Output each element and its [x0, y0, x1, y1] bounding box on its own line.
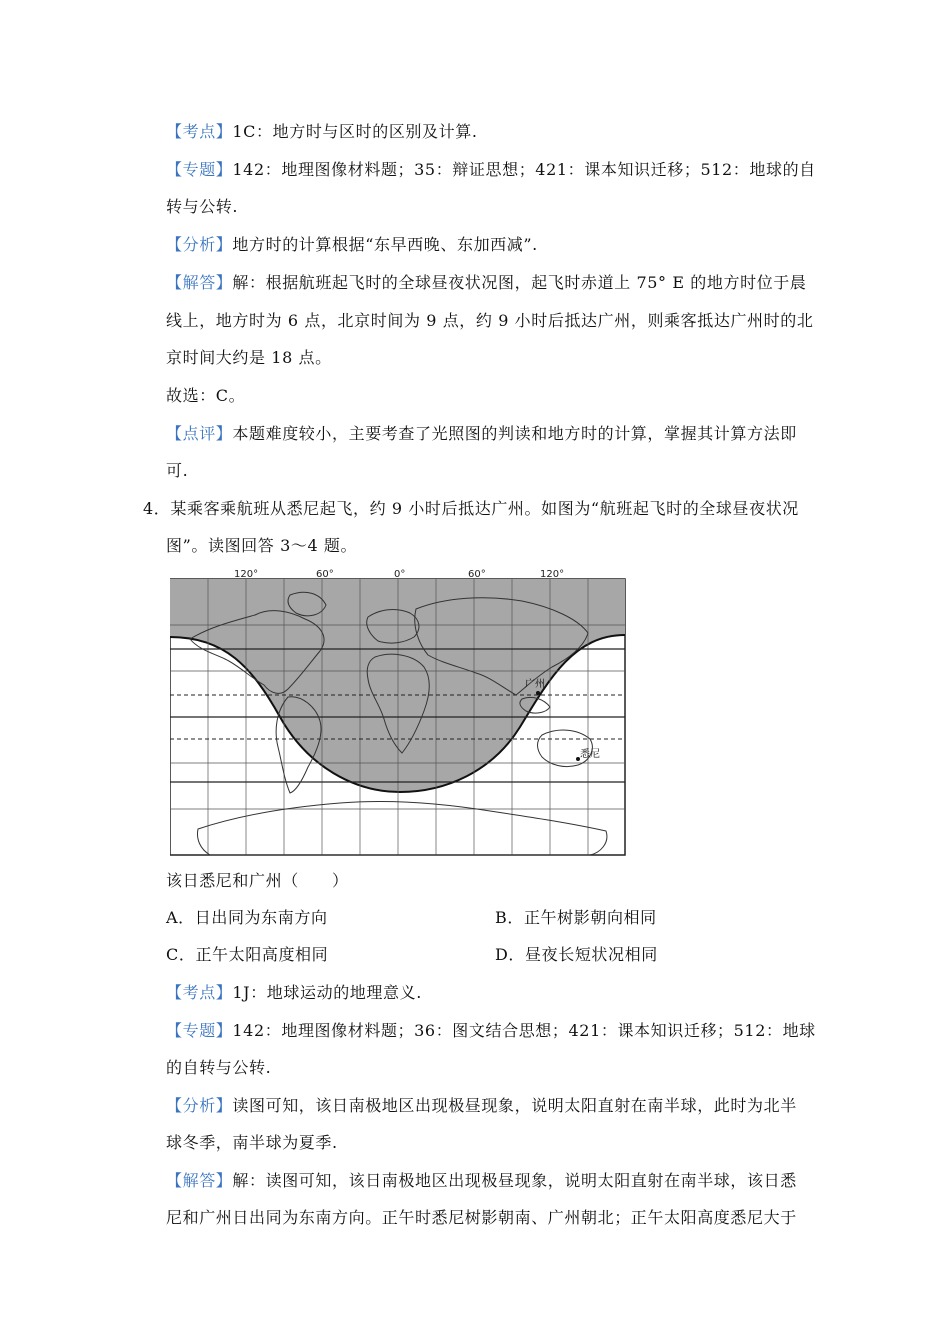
lon-label-4: 60°	[468, 569, 486, 580]
q3-answer: 故选：C。	[166, 386, 246, 405]
q4-zhuanti	[166, 1020, 816, 1042]
q4-fenxi-cont: 球冬季，南半球为夏季.	[166, 1133, 338, 1152]
tag-fenxi: 【分析】	[166, 235, 233, 254]
lon-label-2: 60°	[316, 569, 334, 580]
q4-stem: 4．某乘客乘航班从悉尼起飞，约 9 小时后抵达广州。如图为“航班起飞时的全球昼夜状况	[143, 499, 799, 518]
option-a[interactable]: A．日出同为东南方向	[166, 908, 328, 927]
tag-kaodian: 【考点】	[166, 983, 233, 1002]
kaodian-text: 1C：地方时与区时的区别及计算.	[232, 122, 478, 141]
tag-kaodian: 【考点】	[166, 122, 233, 141]
q4-jieda-cont: 尼和广州日出同为东南方向。正午时悉尼树影朝南、广州朝北；正午太阳高度悉尼大于	[166, 1208, 797, 1227]
label-sydney: 悉尼	[580, 749, 600, 760]
q4-fenxi	[166, 1095, 816, 1117]
q3-fenxi	[166, 234, 816, 256]
zhuanti-text: 142：地理图像材料题；36：图文结合思想；421：课本知识迁移；512：地球	[232, 1021, 816, 1040]
q4-question: 该日悉尼和广州（ ）	[166, 871, 349, 890]
q4-kaodian	[166, 982, 816, 1004]
q3-zhuanti-cont: 转与公转.	[166, 197, 239, 216]
tag-zhuanti: 【专题】	[166, 1021, 233, 1040]
dianping-text: 本题难度较小，主要考查了光照图的判读和地方时的计算，掌握其计算方法即	[232, 424, 797, 443]
jieda-text: 解：根据航班起飞时的全球昼夜状况图，起飞时赤道上 75° E 的地方时位于晨	[232, 273, 807, 292]
q3-jieda	[166, 272, 816, 294]
lon-label-3: 0°	[394, 569, 406, 580]
day-night-world-map	[170, 567, 626, 857]
kaodian-text: 1J：地球运动的地理意义.	[232, 983, 422, 1002]
q3-dianping-cont: 可.	[166, 461, 189, 480]
q3-jieda-cont2: 京时间大约是 18 点。	[166, 348, 332, 367]
q3-kaodian	[166, 121, 816, 143]
q3-zhuanti	[166, 159, 816, 181]
tag-dianping: 【点评】	[166, 424, 233, 443]
fenxi-text: 读图可知，该日南极地区出现极昼现象，说明太阳直射在南半球，此时为北半	[232, 1096, 797, 1115]
q4-stem-cont: 图”。读图回答 3～4 题。	[166, 536, 358, 555]
jieda-text: 解：读图可知，该日南极地区出现极昼现象，说明太阳直射在南半球，该日悉	[232, 1171, 797, 1190]
q4-zhuanti-cont: 的自转与公转.	[166, 1058, 272, 1077]
zhuanti-text: 142：地理图像材料题；35：辩证思想；421：课本知识迁移；512：地球的自	[232, 160, 816, 179]
option-b[interactable]: B．正午树影朝向相同	[495, 908, 657, 927]
fenxi-text: 地方时的计算根据“东早西晚、东加西减”.	[232, 235, 538, 254]
q4-jieda	[166, 1170, 816, 1192]
option-d[interactable]: D．昼夜长短状况相同	[495, 945, 658, 964]
lon-label-5: 120°	[540, 569, 565, 580]
guangzhou-marker	[536, 691, 540, 695]
option-c[interactable]: C．正午太阳高度相同	[166, 945, 329, 964]
lon-label-1: 120°	[234, 569, 259, 580]
tag-fenxi: 【分析】	[166, 1096, 233, 1115]
tag-zhuanti: 【专题】	[166, 160, 233, 179]
q3-dianping	[166, 423, 816, 445]
tag-jieda: 【解答】	[166, 1171, 233, 1190]
label-guangzhou: 广州	[525, 679, 545, 690]
q3-jieda-cont1: 线上，地方时为 6 点，北京时间为 9 点，约 9 小时后抵达广州，则乘客抵达广州时的北	[166, 311, 814, 330]
tag-jieda: 【解答】	[166, 273, 233, 292]
